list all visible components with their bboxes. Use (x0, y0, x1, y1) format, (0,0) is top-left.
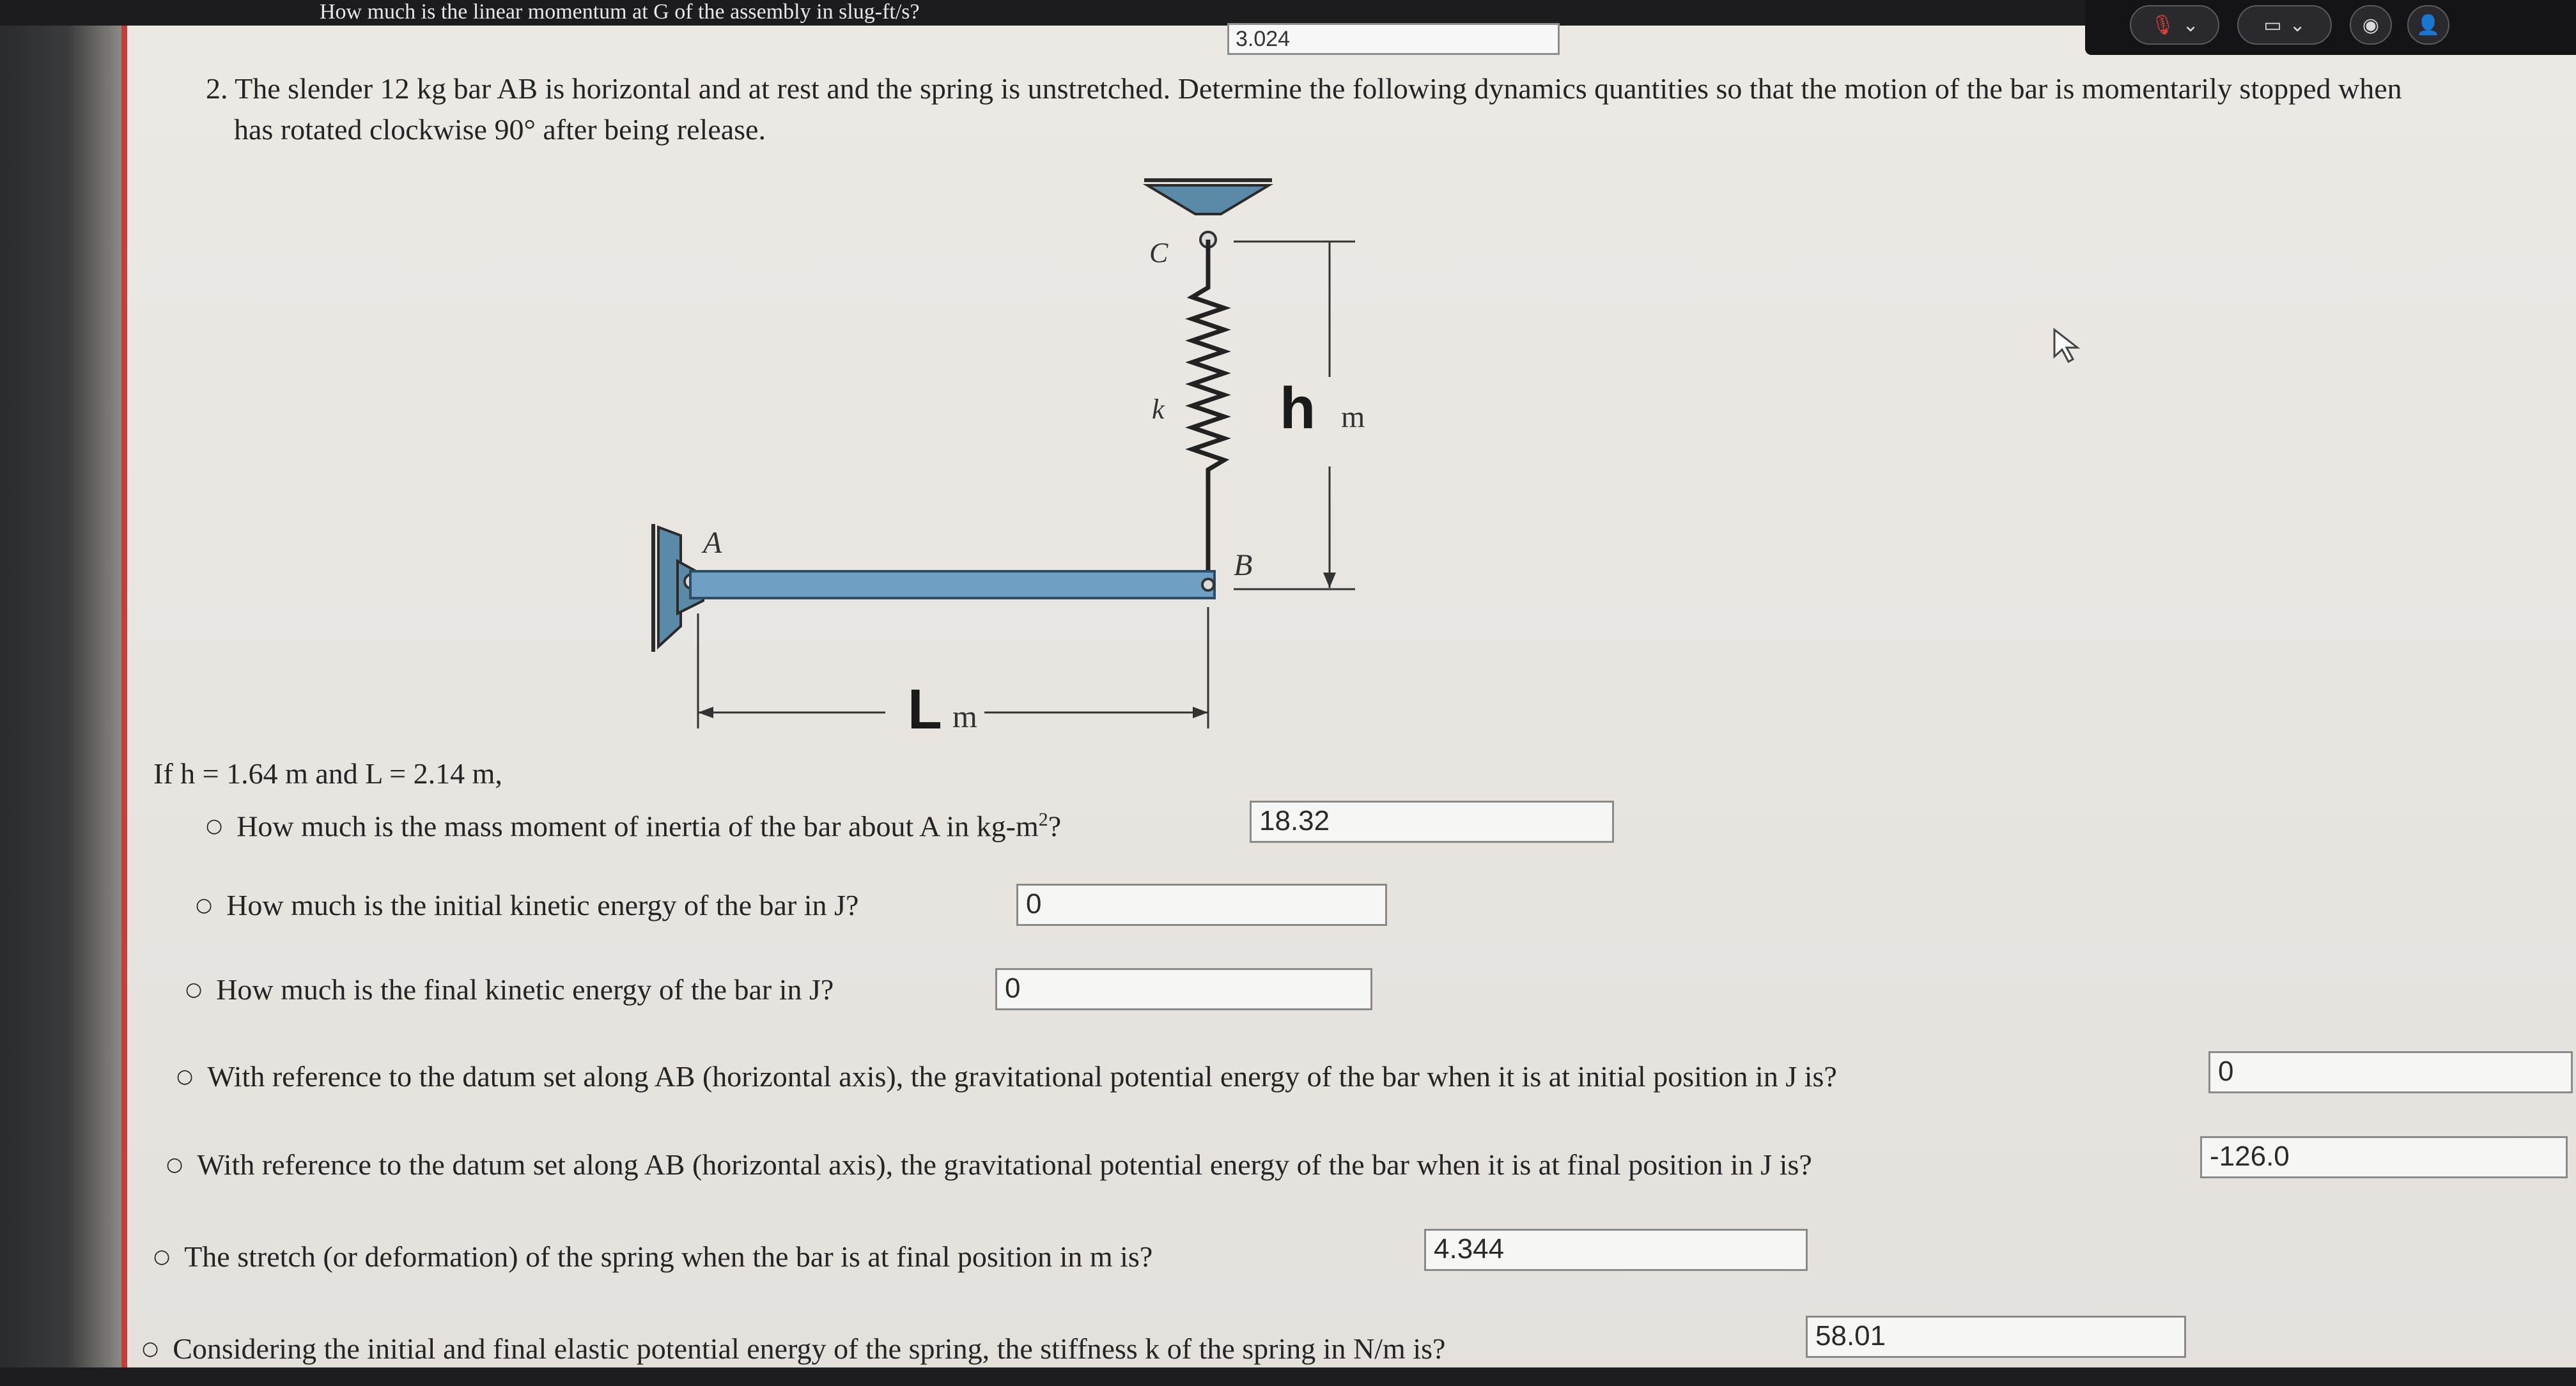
previous-question-text: How much is the linear momentum at G of the assembly in slug-ft/s? (320, 0, 920, 24)
bottom-bezel (0, 1367, 2576, 1386)
question-1-sup: 2 (1038, 809, 1048, 830)
participants-button[interactable] (2407, 5, 2449, 45)
label-h-unit: m (1341, 400, 1365, 434)
left-bezel (0, 0, 121, 1386)
bullet-icon: ○ (206, 815, 223, 838)
question-3-prompt: How much is the final kinetic energy of the bar in J? (216, 973, 834, 1006)
mic-off-icon: 🎙 (2150, 13, 2175, 36)
record-icon: ◉ (2362, 13, 2380, 36)
question-4-prompt: With reference to the datum set along AB (horizontal axis), the gravitational potential energy of the bar when it is at initial position in J is? (207, 1060, 1837, 1093)
bullet-icon: ○ (196, 894, 213, 916)
record-button[interactable] (2350, 5, 2392, 45)
bullet-icon: ○ (166, 1153, 183, 1176)
bar-ab (690, 571, 1214, 598)
label-h: h (1280, 376, 1316, 441)
bullet-icon: ○ (185, 978, 203, 1001)
answer-field-3[interactable]: 0 (995, 968, 1372, 1010)
question-7 (142, 1329, 1445, 1373)
answer-field-4[interactable]: 0 (2208, 1051, 2573, 1093)
answer-field-2[interactable]: 0 (1016, 884, 1387, 926)
label-b: B (1234, 548, 1253, 582)
margin-line (121, 0, 127, 1386)
question-1-prompt: How much is the mass moment of inertia of the bar about A in kg-m (237, 810, 1039, 843)
given-values: If h = 1.64 m and L = 2.14 m, (153, 757, 502, 790)
chevron-down-icon: ⌄ (2289, 13, 2306, 36)
previous-answer-field[interactable]: 3.024 (1227, 23, 1560, 55)
mic-button[interactable] (2130, 5, 2219, 45)
question-1 (206, 800, 1061, 850)
problem-statement-line2: has rotated clockwise 90° after being release. (234, 113, 766, 146)
label-l: L (908, 677, 942, 741)
participants-icon: 👤 (2416, 13, 2440, 36)
question-2 (196, 886, 858, 929)
label-l-unit: m (952, 698, 977, 734)
bullet-icon: ○ (142, 1337, 159, 1360)
question-6-prompt: The stretch (or deformation) of the spring when the bar is at final position in m is? (184, 1240, 1153, 1273)
video-button[interactable] (2237, 5, 2332, 45)
question-7-prompt: Considering the initial and final elastic potential energy of the spring, the stiffness k of the spring in N/m is? (173, 1332, 1446, 1365)
chevron-down-icon: ⌄ (2182, 13, 2199, 36)
pin-b (1202, 579, 1214, 590)
video-camera-icon: ▭ (2263, 13, 2282, 36)
answer-field-6[interactable]: 4.344 (1424, 1229, 1808, 1271)
mouse-cursor-icon (2052, 327, 2084, 366)
question-1-suffix: ? (1048, 810, 1062, 843)
answer-field-5[interactable]: -126.0 (2200, 1136, 2568, 1178)
answer-field-1[interactable]: 18.32 (1250, 801, 1614, 843)
label-c: C (1149, 237, 1168, 268)
label-a: A (703, 526, 722, 560)
meeting-toolbar (2085, 0, 2576, 55)
question-4 (176, 1057, 1837, 1100)
spring (1192, 240, 1224, 578)
question-6 (153, 1237, 1152, 1281)
question-5 (166, 1145, 1812, 1189)
question-2-prompt: How much is the initial kinetic energy of the bar in J? (226, 889, 859, 921)
bar-spring-diagram (626, 166, 1393, 754)
label-k: k (1152, 394, 1165, 425)
problem-statement-line1: 2. The slender 12 kg bar AB is horizontal and at rest and the spring is unstretched. Determine the following dynamics quantities so that the motion of the bar is momentarily stopped when (206, 72, 2402, 105)
bullet-icon: ○ (176, 1065, 194, 1088)
question-5-prompt: With reference to the datum set along AB (horizontal axis), the gravitational potential energy of the bar when it is at final position in J is? (197, 1148, 1812, 1181)
question-3 (185, 970, 834, 1013)
answer-field-7[interactable]: 58.01 (1806, 1316, 2186, 1358)
bullet-icon: ○ (153, 1245, 171, 1268)
